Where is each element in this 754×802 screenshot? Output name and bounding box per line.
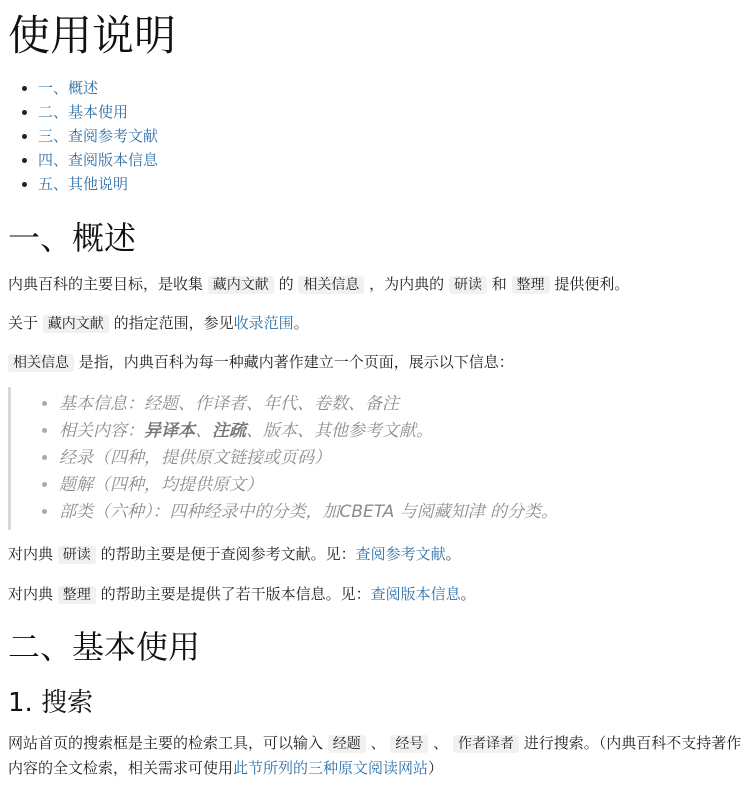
paragraph-scope [8,311,746,336]
text: 。 [445,545,461,563]
text: 相关内容： [59,421,144,441]
section-heading-basic-usage: 二、基本使用 [8,628,201,666]
inline-code: 相关信息 [298,276,364,294]
subsection-heading-search: 1. 搜索 [8,688,94,718]
info-list [31,391,746,526]
toc-link-other[interactable]: 五、其他说明 [38,175,129,193]
paragraph-study [8,542,746,567]
inline-code: 经号 [390,735,428,753]
text: 的 [278,275,294,293]
text: 、版本、其他参考文献。 [246,421,433,441]
text: 、 [195,421,212,441]
text: 的帮助主要是提供了若干版本信息。见： [100,585,371,603]
text: 的帮助主要是便于查阅参考文献。见： [100,545,356,563]
paragraph-editing [8,582,746,607]
list-item: • 题解（四种，均提供原文） [59,472,746,499]
inline-code: 研读 [58,546,96,564]
text: 网站首页的搜索框是主要的检索工具，可以输入 [8,734,324,752]
inline-code: 藏内文献 [43,315,109,333]
toc-link-basic-usage[interactable]: 二、基本使用 [38,103,129,121]
text: 进行搜索。（内典百科不支持著作内容的全文检索，相关需求可使用 [8,734,742,777]
text: ，为内典的 [369,275,445,293]
table-of-contents [8,76,746,196]
text: 关于 [8,314,39,332]
paragraph-related-info [8,350,746,375]
toc-link-overview[interactable]: 一、概述 [38,79,99,97]
list-item: • 经录（四种，提供原文链接或页码） [59,445,746,472]
text: 、 [370,734,386,752]
text: 是指，内典百科为每一种藏内著作建立一个页面，展示以下信息： [78,353,514,371]
inline-code: 作者译者 [453,735,519,753]
bold-text: 异译本 [144,421,195,441]
text: 对内典 [8,545,54,563]
inline-code: 整理 [512,276,550,294]
toc-link-versions[interactable]: 四、查阅版本信息 [38,151,159,169]
bold-text: 注疏 [212,421,246,441]
text: 、 [433,734,449,752]
text: 的指定范围，参见 [113,314,234,332]
inline-code: 经题 [328,735,366,753]
inline-code: 研读 [449,276,487,294]
toc-item [38,148,746,172]
list-item [59,418,746,445]
list-item: • 基本信息：经题、作译者、年代、卷数、备注 [59,391,746,418]
list-item: • 部类（六种）：四种经录中的分类，加CBETA 与阅藏知津 的分类。 [59,499,746,526]
text: 。 [460,585,476,603]
info-blockquote [8,387,746,530]
inline-code: 整理 [58,586,96,604]
text: 对内典 [8,585,54,603]
text: ） [428,759,444,777]
inline-code: 藏内文献 [208,276,274,294]
link-references[interactable]: 查阅参考文献 [355,545,446,563]
toc-item [38,124,746,148]
inline-code: 相关信息 [8,354,74,372]
paragraph-search [8,731,746,780]
link-versions[interactable]: 查阅版本信息 [370,585,461,603]
text: 。 [293,314,309,332]
link-reading-sites[interactable]: 此节所列的三种原文阅读网站 [233,759,429,777]
text: 内典百科的主要目标，是收集 [8,275,204,293]
text: 提供便利。 [554,275,630,293]
text: 和 [491,275,507,293]
toc-link-references[interactable]: 三、查阅参考文献 [38,127,159,145]
paragraph-goal [8,272,746,297]
section-heading-overview: 一、概述 [8,219,137,257]
toc-item [38,76,746,100]
toc-item [38,172,746,196]
page-title: 使用说明 [8,11,177,60]
toc-item [38,100,746,124]
link-scope[interactable]: 收录范围 [233,314,294,332]
